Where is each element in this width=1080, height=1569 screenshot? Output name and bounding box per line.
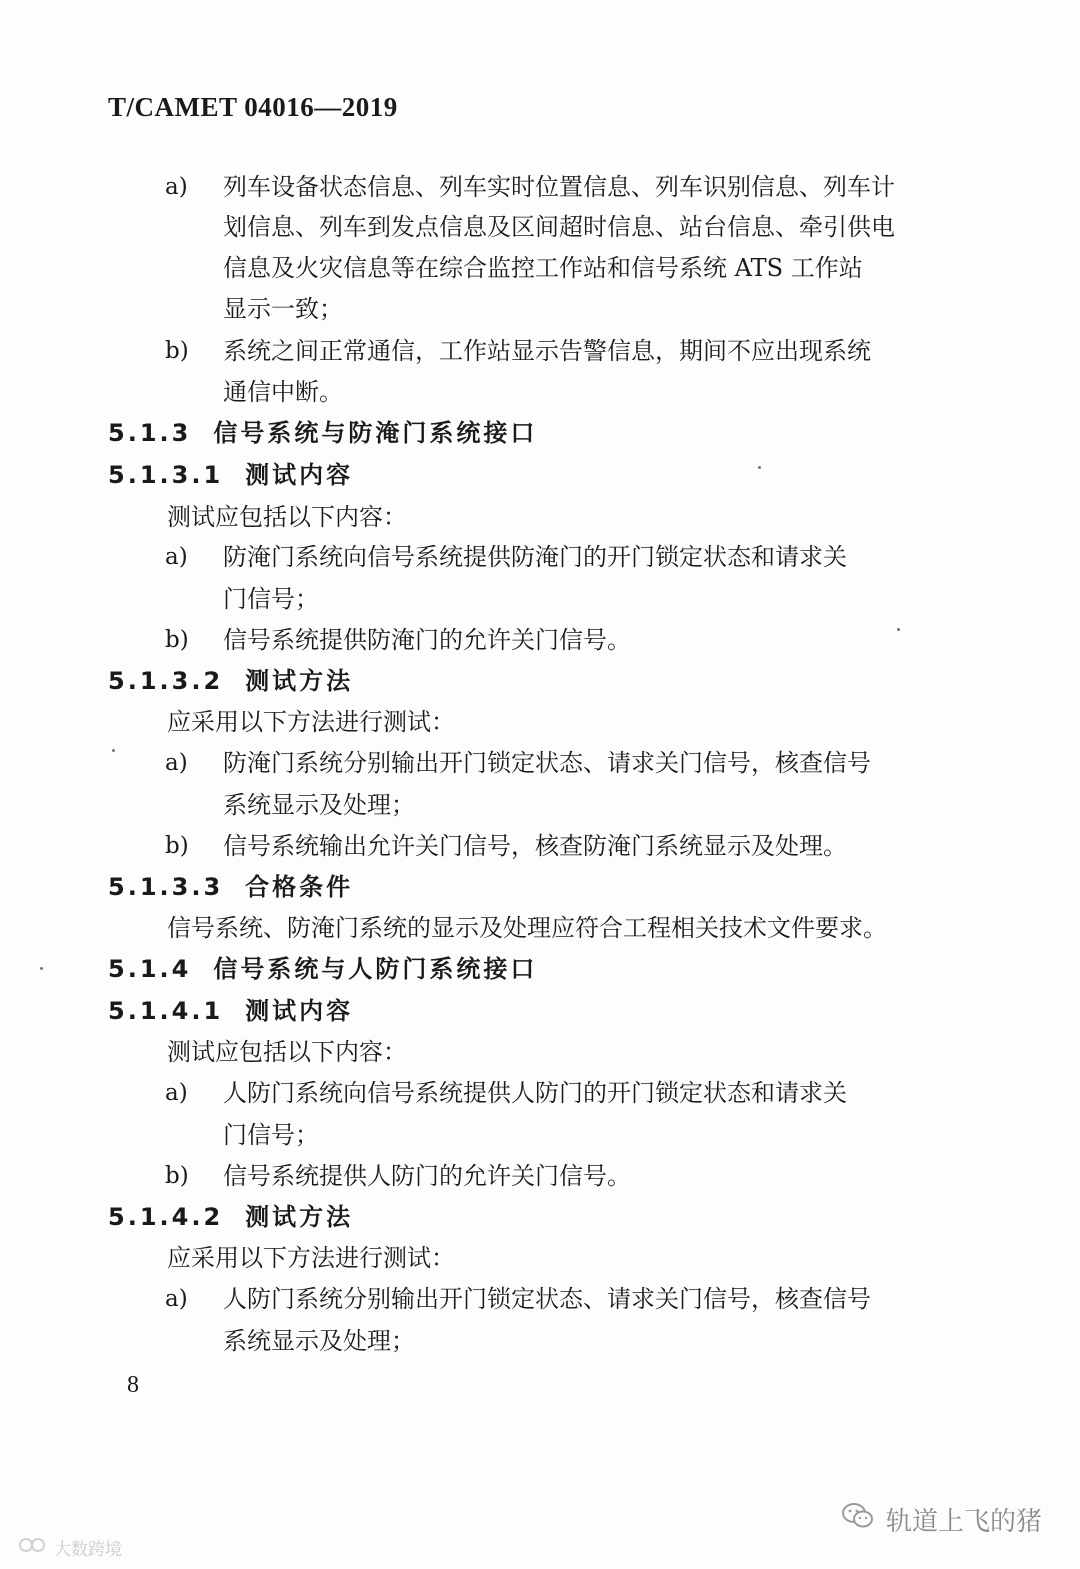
section-heading [108, 460, 353, 490]
section-title: 测试内容 [245, 461, 354, 489]
section-heading [108, 872, 353, 902]
text-line: 列车设备状态信息、列车实时位置信息、列车识别信息、列车计 [223, 173, 895, 201]
list-marker: a) [165, 1080, 188, 1106]
list-marker: b) [165, 1163, 189, 1189]
section-title: 测试内容 [245, 997, 354, 1025]
paragraph: 测试应包括以下内容： [167, 1038, 407, 1066]
scan-speck [40, 967, 43, 970]
watermark-right [840, 1500, 1042, 1539]
page-number: 8 [127, 1372, 139, 1398]
text-line: 系统之间正常通信，工作站显示告警信息，期间不应出现系统 [223, 337, 871, 365]
list-marker: b) [165, 627, 189, 653]
section-number: 5.1.3.2 [108, 667, 224, 695]
scan-speck [897, 628, 900, 631]
paragraph: 应采用以下方法进行测试： [167, 1244, 455, 1272]
section-number: 5.1.4 [108, 955, 192, 983]
text-line: 划信息、列车到发点信息及区间超时信息、站台信息、牵引供电 [223, 213, 895, 241]
text-line: 系统显示及处理； [223, 1327, 415, 1355]
paragraph: 应采用以下方法进行测试： [167, 708, 455, 736]
list-marker: a) [165, 544, 188, 570]
section-heading [108, 1202, 353, 1232]
list-marker: b) [165, 833, 189, 859]
list-marker: a) [165, 174, 188, 200]
section-number: 5.1.4.1 [108, 997, 224, 1025]
section-title: 信号系统与人防门系统接口 [213, 955, 538, 983]
section-number: 5.1.4.2 [108, 1203, 224, 1231]
wechat-icon [840, 1500, 876, 1539]
section-number: 5.1.3.3 [108, 873, 224, 901]
text-line: 门信号； [223, 585, 319, 613]
paragraph: 信号系统、防淹门系统的显示及处理应符合工程相关技术文件要求。 [167, 914, 887, 942]
section-title: 测试方法 [245, 667, 354, 695]
text-line: 信息及火灾信息等在综合监控工作站和信号系统 ATS 工作站 [223, 254, 863, 282]
watermark-left-text: 大数跨境 [54, 1540, 122, 1560]
text-line: 防淹门系统向信号系统提供防淹门的开门锁定状态和请求关 [223, 543, 847, 571]
text-line: 信号系统提供人防门的允许关门信号。 [223, 1162, 631, 1190]
watermark-left [18, 1534, 122, 1561]
section-title: 测试方法 [245, 1203, 354, 1231]
section-number: 5.1.3 [108, 419, 192, 447]
paragraph: 测试应包括以下内容： [167, 503, 407, 531]
list-marker: a) [165, 750, 188, 776]
text-line: 信号系统提供防淹门的允许关门信号。 [223, 626, 631, 654]
text-line: 显示一致； [223, 295, 343, 323]
list-marker: b) [165, 338, 189, 364]
watermark-right-text: 轨道上飞的猪 [886, 1507, 1043, 1537]
section-number: 5.1.3.1 [108, 461, 224, 489]
text-line: 人防门系统分别输出开门锁定状态、请求关门信号，核查信号 [223, 1285, 871, 1313]
section-title: 合格条件 [245, 873, 354, 901]
text-line: 门信号； [223, 1121, 319, 1149]
section-title: 信号系统与防淹门系统接口 [213, 419, 538, 447]
scan-speck [758, 466, 761, 469]
text-line: 通信中断。 [223, 378, 343, 406]
section-heading [108, 418, 537, 448]
text-line: 信号系统输出允许关门信号，核查防淹门系统显示及处理。 [223, 832, 847, 860]
text-line: 系统显示及处理； [223, 791, 415, 819]
scan-speck [112, 749, 115, 752]
text-line: 防淹门系统分别输出开门锁定状态、请求关门信号，核查信号 [223, 749, 871, 777]
list-marker: a) [165, 1286, 188, 1312]
document-code: T/CAMET 04016—2019 [108, 92, 398, 122]
section-heading [108, 954, 537, 984]
section-heading [108, 996, 353, 1026]
text-line: 人防门系统向信号系统提供人防门的开门锁定状态和请求关 [223, 1079, 847, 1107]
section-heading [108, 666, 353, 696]
brand-logo-icon [18, 1534, 48, 1561]
